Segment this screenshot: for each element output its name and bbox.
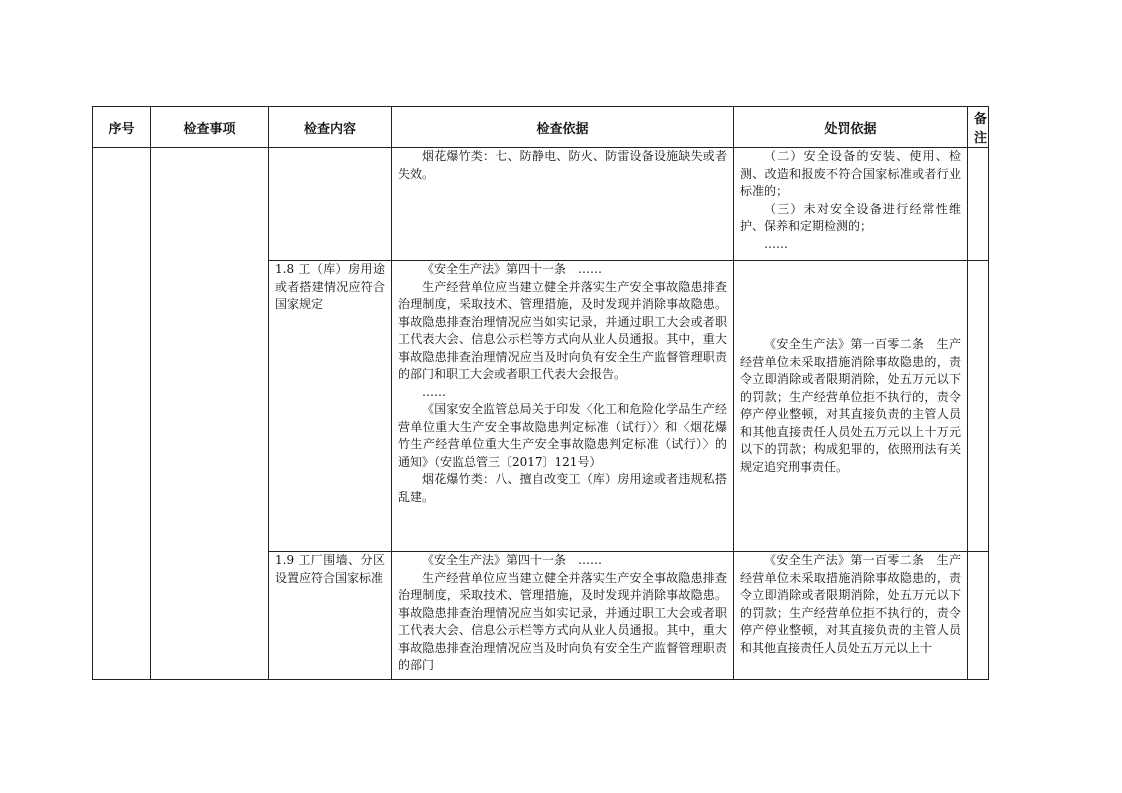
header-seq: 序号 [93,107,151,148]
basis-paragraph: 《安全生产法》第四十一条 …… [422,553,603,567]
header-content: 检查内容 [269,107,392,148]
content-cell [269,552,392,680]
penalty-paragraph: 《安全生产法》第一百零二条 生产经营单位未采取措施消除事故隐患的，责令立即消除或者限期消除，处五万元以下的罚款；生产经营单位拒不执行的，责令停产停业整顿，对其直接负责的主管人员和其他直接责任人员处五万元以上十 [740,553,961,655]
content-text: 1.9 工厂围墙、分区设置应符合国家标准 [275,553,385,585]
header-penalty: 处罚依据 [734,107,968,148]
content-cell [269,261,392,552]
basis-paragraph: 生产经营单位应当建立健全并落实生产安全事故隐患排查治理制度，采取技术、管理措施，及时发现并消除事故隐患。事故隐患排查治理情况应当如实记录，并通过职工大会或者职工代表大会、信息公示栏等方式向从业人员通报。其中，重大事故隐患排查治理情况应当及时向负有安全生产监督管理职责的部门 [398,570,727,672]
header-item: 检查事项 [151,107,269,148]
remark-cell [968,148,989,261]
header-row [93,107,989,148]
seq-cell [93,148,151,680]
basis-cell [392,148,734,261]
basis-paragraph: 生产经营单位应当建立健全并落实生产安全事故隐患排查治理制度，采取技术、管理措施，及时发现并消除事故隐患。事故隐患排查治理情况应当如实记录，并通过职工大会或者职工代表大会、信息公示栏等方式向从业人员通报。其中，重大事故隐患排查治理情况应当及时向负有安全生产监督管理职责的部门和职工大会或者职工代表大会报告。 [398,279,727,381]
remark-cell [968,261,989,552]
penalty-paragraph: （二）安全设备的安装、使用、检测、改造和报废不符合国家标准或者行业标准的； [740,149,961,198]
content-text: 1.8 工（库）房用途或者搭建情况应符合国家规定 [275,262,385,311]
penalty-paragraph: 《安全生产法》第一百零二条 生产经营单位未采取措施消除事故隐患的，责令立即消除或者限期消除，处五万元以下的罚款；生产经营单位拒不执行的，责令停产停业整顿，对其直接负责的主管人员和其他直接责任人员处五万元以上十万元以下的罚款；构成犯罪的，依照刑法有关规定追究刑事责任。 [740,337,961,474]
basis-paragraph: 《国家安全监管总局关于印发〈化工和危险化学品生产经营单位重大生产安全事故隐患判定标准（试行）〉和〈烟花爆竹生产经营单位重大生产安全事故隐患判定标准（试行）〉的通知》（安监总管三〔2017〕121号） [398,402,727,469]
content-cell [269,148,392,261]
basis-cell [392,552,734,680]
header-remark: 备注 [968,107,989,148]
header-basis: 检查依据 [392,107,734,148]
remark-cell [968,552,989,680]
basis-paragraph: 烟花爆竹类：八、擅自改变工（库）房用途或者违规私搭乱建。 [398,472,727,504]
penalty-cell [734,261,968,552]
table-row [93,148,989,261]
basis-paragraph: 《安全生产法》第四十一条 …… [422,262,603,276]
penalty-clip [740,552,961,679]
penalty-paragraph: …… [764,236,788,251]
penalty-cell [734,552,968,680]
item-cell [151,148,269,680]
penalty-paragraph: （三）未对安全设备进行经常性维护、保养和定期检测的； [740,201,961,233]
penalty-cell [734,148,968,261]
inspection-table [92,106,989,680]
basis-cell [392,261,734,552]
basis-paragraph: …… [422,384,446,399]
basis-paragraph: 烟花爆竹类：七、防静电、防火、防雷设备设施缺失或者失效。 [398,149,727,181]
basis-clip [398,552,727,679]
